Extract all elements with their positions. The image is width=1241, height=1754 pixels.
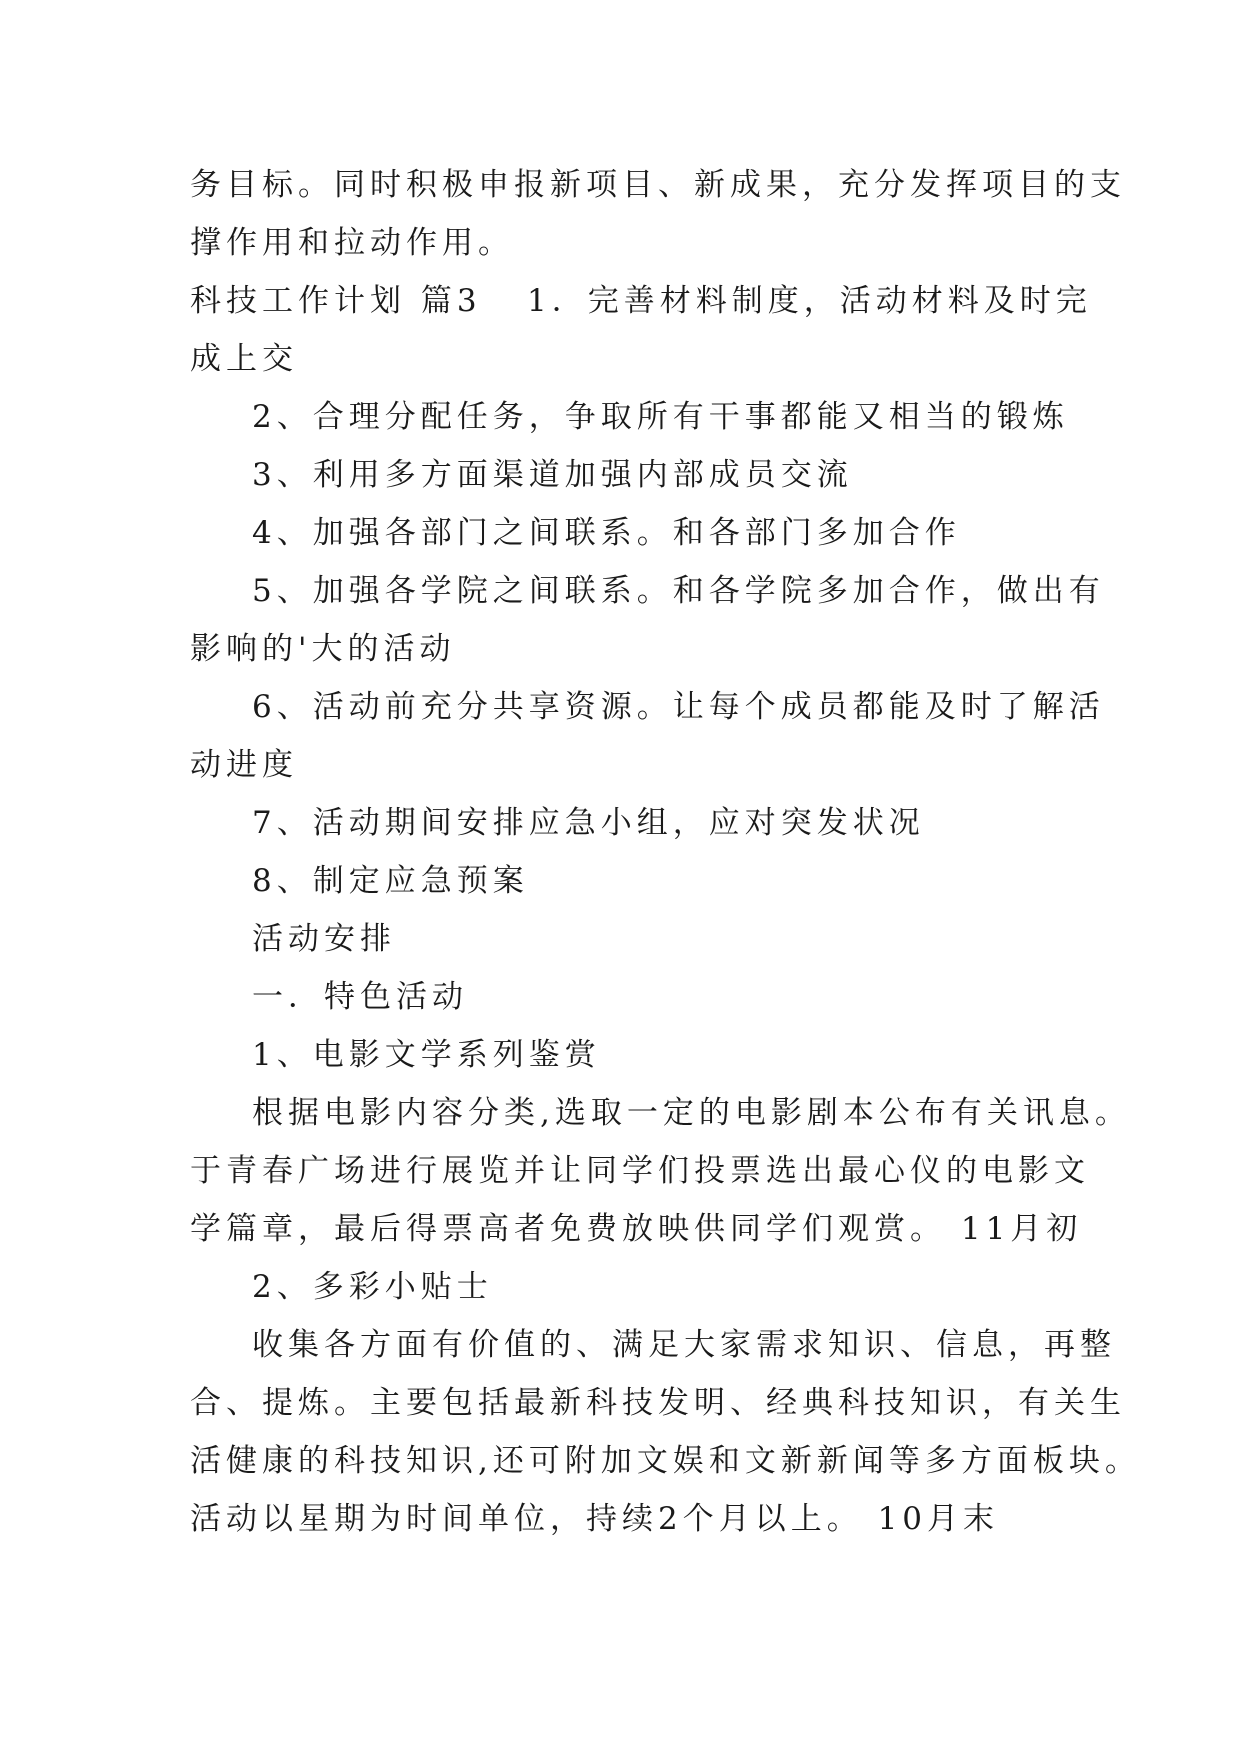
list-item: 6、活动前充分共享资源。让每个成员都能及时了解活 bbox=[252, 689, 1105, 725]
paragraph-line: 活健康的科技知识,还可附加文娱和文新新闻等多方面板块。 bbox=[190, 1443, 1141, 1479]
list-item: 8、制定应急预案 bbox=[252, 863, 529, 899]
list-item: 1、电影文学系列鉴赏 bbox=[252, 1037, 601, 1073]
paragraph-line: 影响的'大的活动 bbox=[190, 631, 456, 667]
paragraph-line: 1．完善材料制度，活动材料及时完 bbox=[527, 283, 1092, 319]
list-item: 3、利用多方面渠道加强内部成员交流 bbox=[252, 457, 853, 493]
list-item: 7、活动期间安排应急小组，应对突发状况 bbox=[252, 805, 925, 841]
list-item: 2、合理分配任务，争取所有干事都能又相当的锻炼 bbox=[252, 399, 1069, 435]
section-heading: 科技工作计划 篇3 bbox=[190, 283, 482, 319]
paragraph-line: 根据电影内容分类,选取一定的电影剧本公布有关讯息。 bbox=[252, 1095, 1131, 1131]
subheading: 活动安排 bbox=[252, 921, 396, 957]
paragraph-line: 活动以星期为时间单位，持续2个月以上。 10月末 bbox=[190, 1501, 1000, 1537]
paragraph-line: 务目标。同时积极申报新项目、新成果，充分发挥项目的支 bbox=[190, 167, 1126, 203]
paragraph-line: 撑作用和拉动作用。 bbox=[190, 225, 514, 261]
paragraph-line: 于青春广场进行展览并让同学们投票选出最心仪的电影文 bbox=[190, 1153, 1090, 1189]
paragraph-line: 收集各方面有价值的、满足大家需求知识、信息，再整 bbox=[252, 1327, 1116, 1363]
paragraph-line: 合、提炼。主要包括最新科技发明、经典科技知识，有关生 bbox=[190, 1385, 1126, 1421]
paragraph-line: 学篇章，最后得票高者免费放映供同学们观赏。 11月初 bbox=[190, 1211, 1083, 1247]
subheading: 一．特色活动 bbox=[252, 979, 468, 1015]
paragraph-line: 成上交 bbox=[190, 341, 298, 377]
list-item: 4、加强各部门之间联系。和各部门多加合作 bbox=[252, 515, 961, 551]
paragraph-line: 动进度 bbox=[190, 747, 298, 783]
list-item: 2、多彩小贴士 bbox=[252, 1269, 493, 1305]
list-item: 5、加强各学院之间联系。和各学院多加合作，做出有 bbox=[252, 573, 1105, 609]
